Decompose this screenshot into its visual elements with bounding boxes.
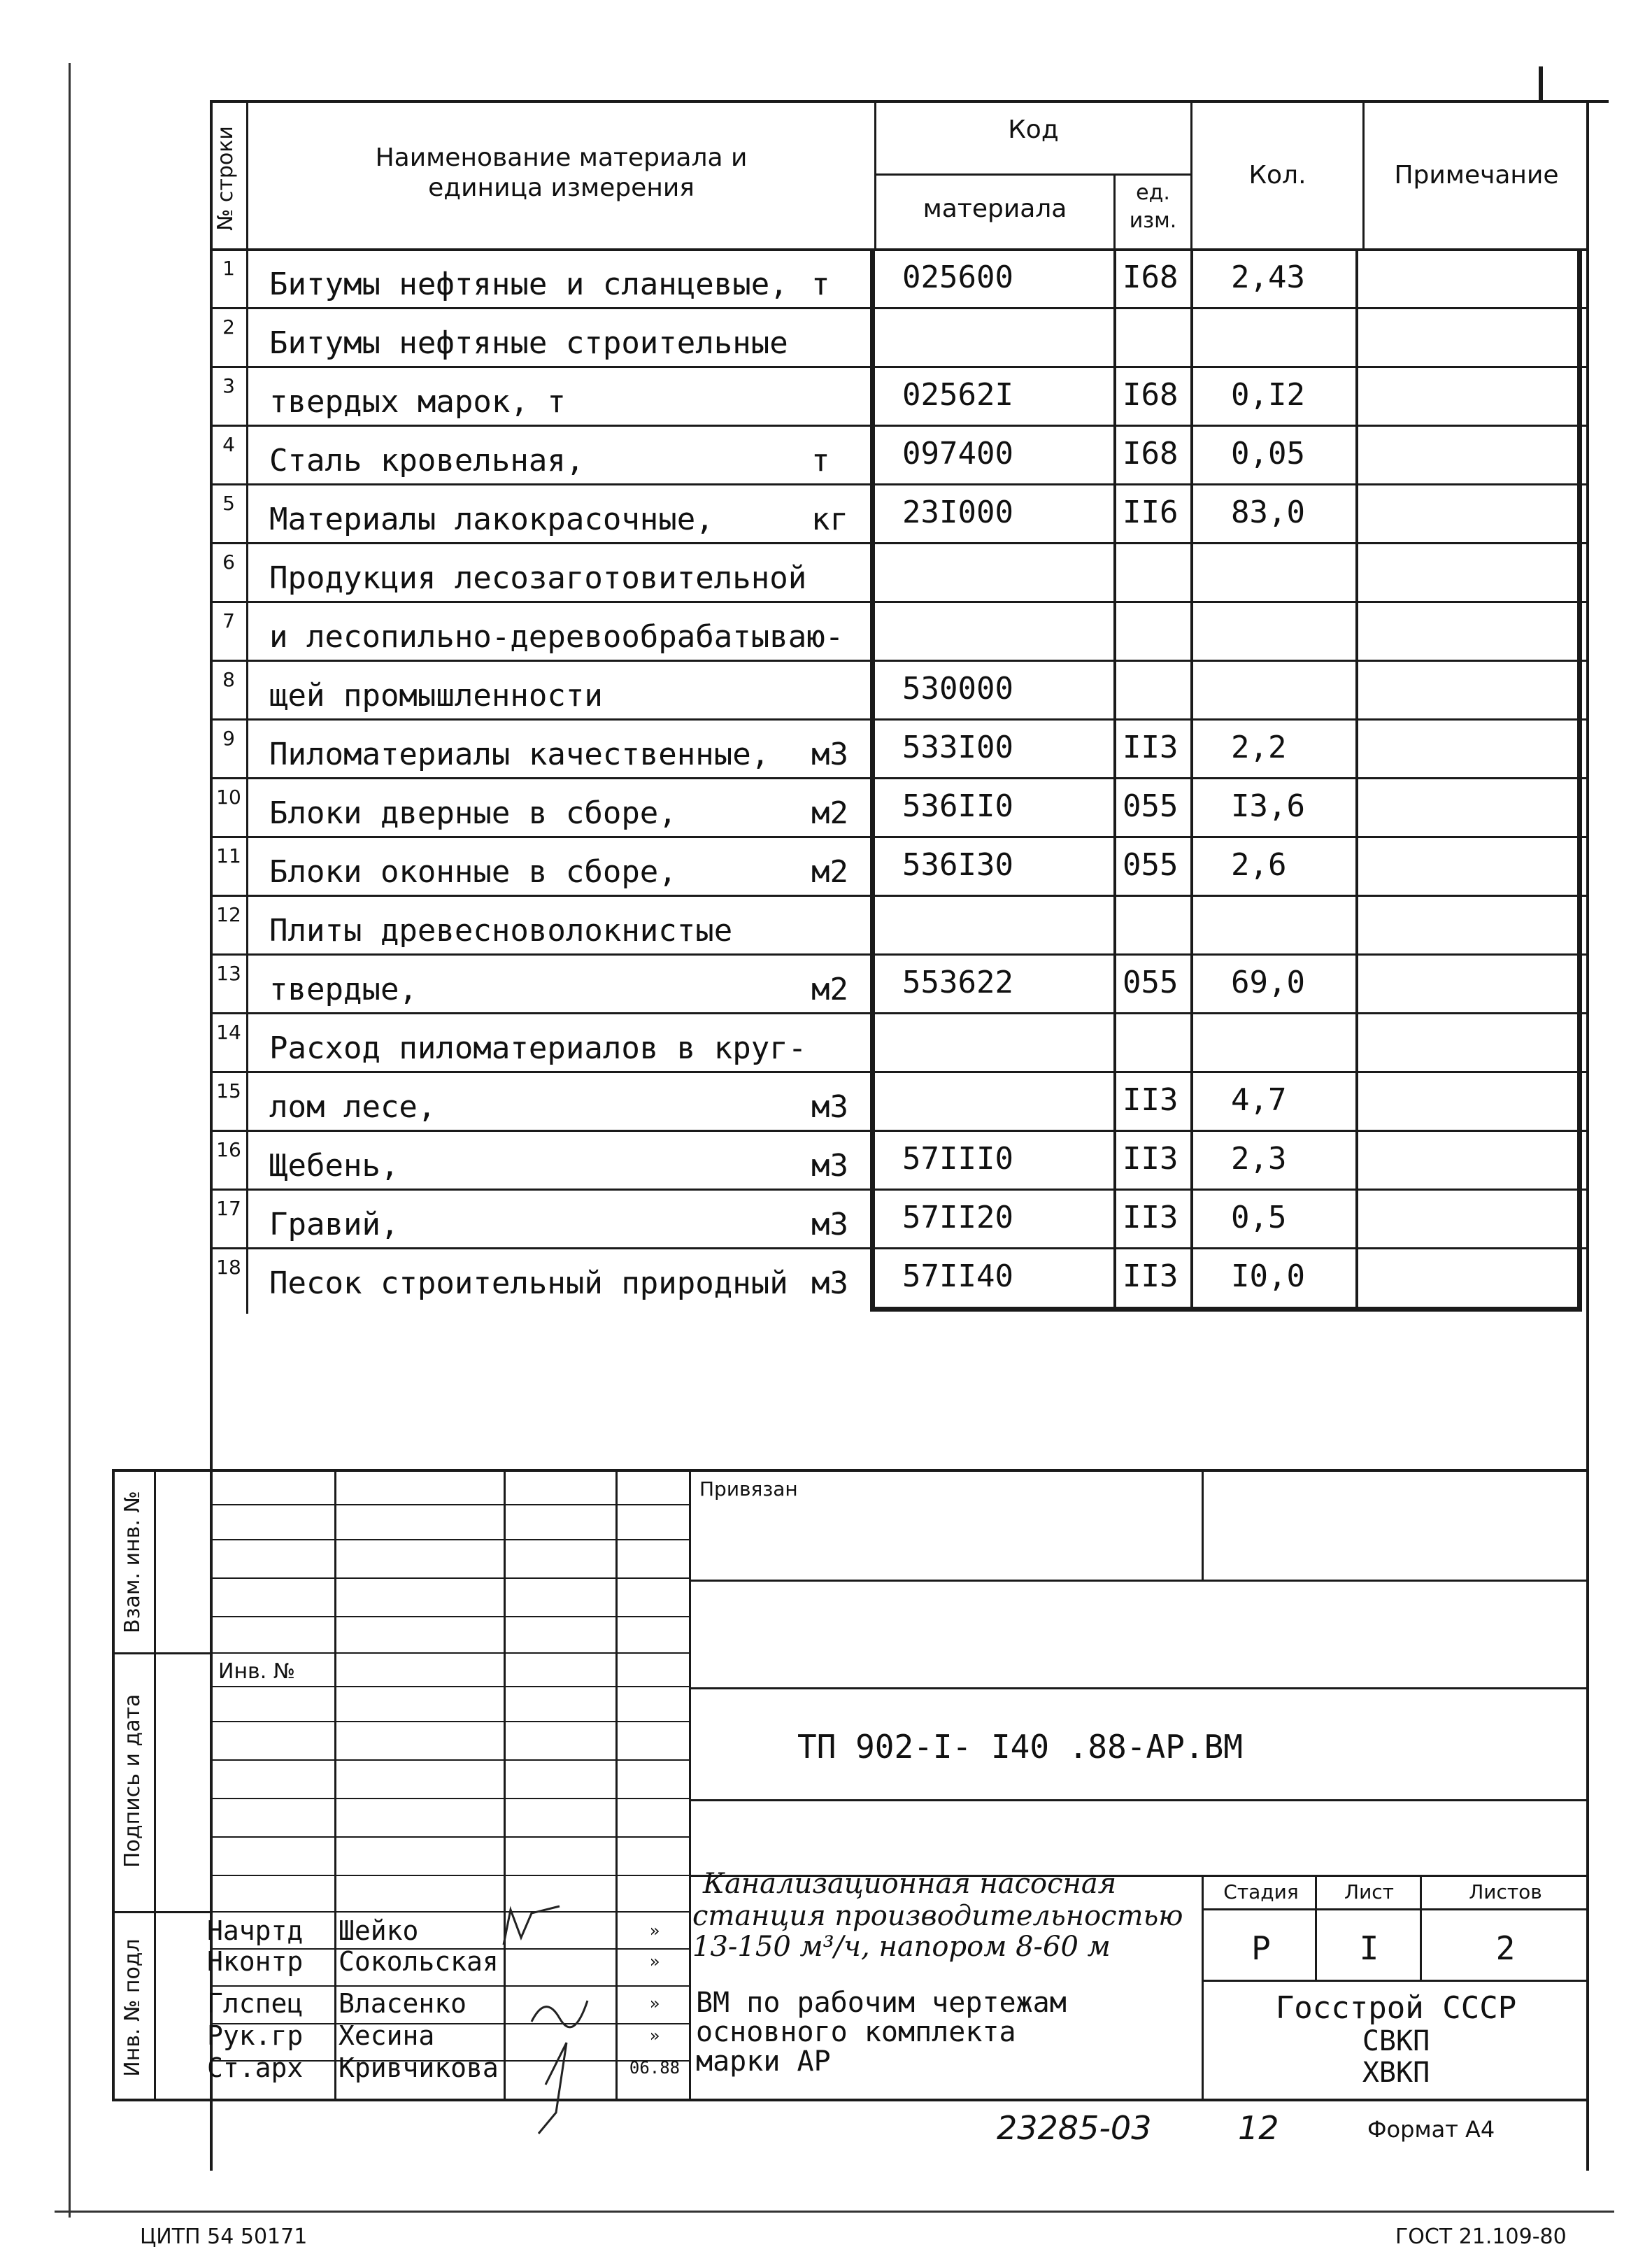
row-divider	[210, 307, 1589, 309]
material-code: 23I000	[902, 495, 1013, 530]
col-note-line	[1355, 248, 1358, 1308]
material-name: щей промышленности	[269, 678, 603, 714]
org-line-3: ХВКП	[1362, 2057, 1430, 2089]
footer-left-code: ЦИТП 54 50171	[140, 2225, 308, 2249]
row-number: 5	[222, 492, 235, 515]
sign-date: 06.88	[629, 2058, 681, 2078]
signer-name: Власенко	[339, 1988, 467, 2019]
row-number: 13	[216, 962, 241, 985]
row-number-header: № строки	[213, 126, 238, 231]
material-unit: кг	[811, 502, 848, 537]
row-number: 1	[222, 257, 235, 280]
unit-code: I68	[1123, 260, 1179, 295]
unit-code: 055	[1123, 847, 1179, 883]
unit-code: II3	[1123, 1200, 1179, 1235]
material-name: Материалы лакокрасочные,	[269, 502, 714, 537]
material-name: Блоки дверные в сборе,	[269, 795, 677, 831]
material-code: 097400	[902, 436, 1013, 471]
privyazan-label: Привязан	[699, 1477, 798, 1501]
sheet-label: Лист	[1344, 1880, 1394, 1903]
material-name: Битумы нефтяные строительные	[269, 325, 788, 361]
quantity: I0,0	[1231, 1258, 1305, 1294]
material-code: 536II0	[902, 788, 1013, 824]
bold-bottom	[870, 1307, 1582, 1312]
material-name: Сталь кровельная,	[269, 443, 585, 478]
row-number: 18	[216, 1256, 241, 1279]
stage-label: Стадия	[1223, 1880, 1299, 1903]
sheet-value: I	[1359, 1929, 1379, 1967]
doc-desc-line-1: ВМ по рабочим чертежам	[696, 1987, 1067, 2019]
row-divider	[210, 483, 1589, 485]
row-divider	[210, 1247, 1589, 1249]
quantity: 2,43	[1231, 260, 1305, 295]
material-code: 533I00	[902, 730, 1013, 765]
row-divider	[210, 542, 1589, 544]
footer-gost: ГОСТ 21.109-80	[1395, 2225, 1567, 2249]
row-divider	[210, 660, 1589, 662]
row-number: 12	[216, 903, 241, 926]
row-number: 17	[216, 1197, 241, 1220]
material-name: Пиломатериалы качественные,	[269, 737, 770, 772]
org-line-2: СВКП	[1362, 2025, 1430, 2057]
material-unit: м3	[811, 1207, 848, 1242]
material-code: 536I30	[902, 847, 1013, 883]
row-divider	[210, 777, 1589, 779]
row-number: 10	[216, 786, 241, 809]
row-number: 16	[216, 1138, 241, 1161]
material-unit: м2	[811, 972, 848, 1007]
signer-name: Сокольская	[339, 1946, 499, 1977]
name-header-line1: Наименование материала и	[375, 143, 748, 172]
material-name: и лесопильно-деревообрабатываю-	[269, 619, 844, 655]
material-unit: м3	[811, 1148, 848, 1184]
row-divider	[210, 366, 1589, 368]
code-unit-header-line2: изм.	[1129, 208, 1177, 233]
org-line-1: Госстрой СССР	[1275, 1990, 1517, 2026]
quantity: 2,6	[1231, 847, 1287, 883]
material-unit: м3	[811, 737, 848, 772]
side-label-inv-original: Инв. № подл	[120, 1938, 145, 2077]
sign-date: »	[649, 2026, 660, 2045]
unit-code: II3	[1123, 730, 1179, 765]
code-material-header: материала	[923, 194, 1067, 223]
row-divider	[210, 1189, 1589, 1191]
quantity: 4,7	[1231, 1082, 1287, 1118]
row-number: 11	[216, 844, 241, 867]
quantity: 2,3	[1231, 1141, 1287, 1177]
unit-code: II6	[1123, 495, 1179, 530]
stage-value: Р	[1251, 1929, 1271, 1967]
material-code: 02562I	[902, 377, 1013, 413]
sheets-value: 2	[1495, 1929, 1516, 1967]
material-unit: м3	[811, 1265, 848, 1301]
row-number: 15	[216, 1079, 241, 1102]
signer-role: Глспец	[207, 1988, 304, 2019]
material-name: Гравий,	[269, 1207, 399, 1242]
frame-left	[210, 100, 213, 2171]
material-code: 025600	[902, 260, 1013, 295]
col-ucode-line	[1113, 248, 1116, 1308]
material-name: Расход пиломатериалов в круг-	[269, 1030, 807, 1066]
signer-name: Хесина	[339, 2020, 435, 2051]
material-name: Продукция лесозаготовительной	[269, 560, 807, 596]
material-code: 57II40	[902, 1258, 1013, 1294]
material-code: 57II20	[902, 1200, 1013, 1235]
material-unit: м2	[811, 795, 848, 831]
material-name: Щебень,	[269, 1148, 399, 1184]
note-header: Примечание	[1394, 161, 1559, 190]
quantity: 2,2	[1231, 730, 1287, 765]
doc-desc-line-2: основного комплекта	[696, 2016, 1016, 2048]
doc-desc-line-3: марки АР	[696, 2045, 831, 2078]
sign-date: »	[649, 1952, 660, 1971]
signature-scribbles	[490, 1903, 629, 2141]
signer-name: Шейко	[339, 1915, 419, 1946]
code-header: Код	[1008, 115, 1059, 144]
row-number: 3	[222, 374, 235, 397]
quantity: 0,05	[1231, 436, 1305, 471]
qty-header: Кол.	[1248, 161, 1306, 190]
material-name: Битумы нефтяные и сланцевые,	[269, 267, 788, 302]
row-divider	[210, 425, 1589, 427]
sign-date: »	[649, 1994, 660, 2013]
signer-role: Нконтр	[207, 1946, 304, 1977]
quantity: 83,0	[1231, 495, 1305, 530]
top-tick-mark	[1539, 66, 1543, 101]
row-number: 9	[222, 727, 235, 750]
side-label-replace-inv: Взам. инв. №	[120, 1491, 145, 1633]
page-bottom-border	[55, 2211, 1614, 2213]
material-name: Блоки оконные в сборе,	[269, 854, 677, 890]
footer-format: Формат А4	[1367, 2116, 1495, 2143]
material-code: 553622	[902, 965, 1013, 1000]
row-divider	[210, 1012, 1589, 1014]
signer-role: Начртд	[207, 1915, 304, 1946]
row-number: 14	[216, 1021, 241, 1044]
quantity: 0,5	[1231, 1200, 1287, 1235]
quantity: 0,I2	[1231, 377, 1305, 413]
signer-name: Кривчикова	[339, 2052, 499, 2083]
bold-vertical-right	[1577, 248, 1582, 1312]
inv-no-label: Инв. №	[218, 1659, 296, 1684]
row-number: 4	[222, 433, 235, 456]
row-number: 2	[222, 315, 235, 339]
page-left-border	[69, 63, 71, 2218]
unit-code: II3	[1123, 1258, 1179, 1294]
material-name: твердые,	[269, 972, 418, 1007]
material-unit: м3	[811, 1089, 848, 1125]
material-code: 530000	[902, 671, 1013, 707]
footer-number: 23285-03	[997, 2109, 1152, 2147]
col-qty-line	[1190, 248, 1193, 1308]
sign-date: »	[649, 1921, 660, 1941]
quantity: 69,0	[1231, 965, 1305, 1000]
unit-code: II3	[1123, 1141, 1179, 1177]
row-divider	[210, 718, 1589, 721]
sheets-label: Листов	[1469, 1880, 1542, 1903]
material-unit: т	[811, 267, 830, 302]
row-divider	[210, 953, 1589, 956]
material-name: твердых марок, т	[269, 384, 566, 420]
material-unit: т	[811, 443, 830, 478]
material-name: Песок строительный природный	[269, 1265, 788, 1301]
material-name: лом лесе,	[269, 1089, 436, 1125]
material-code: 57III0	[902, 1141, 1013, 1177]
footer-page: 12	[1238, 2109, 1279, 2147]
name-header-line2: единица измерения	[428, 173, 695, 202]
row-number: 8	[222, 668, 235, 691]
row-divider	[210, 1071, 1589, 1073]
row-number: 7	[222, 609, 235, 632]
unit-code: 055	[1123, 788, 1179, 824]
material-name: Плиты древесноволокнистые	[269, 913, 733, 949]
signer-role: Рук.гр	[207, 2020, 304, 2051]
row-number: 6	[222, 551, 235, 574]
frame-top	[210, 100, 1609, 103]
unit-code: II3	[1123, 1082, 1179, 1118]
title-line-1: Канализационная насосная	[703, 1868, 1117, 1900]
side-label-signature-date: Подпись и дата	[120, 1694, 145, 1868]
frame-right	[1586, 100, 1589, 2171]
row-divider	[210, 895, 1589, 897]
title-line-2: станция производительностью	[692, 1900, 1183, 1932]
unit-code: 055	[1123, 965, 1179, 1000]
row-divider	[210, 1130, 1589, 1132]
unit-code: I68	[1123, 436, 1179, 471]
quantity: I3,6	[1231, 788, 1305, 824]
doc-code: ТП 902-I- I40 .88-АР.ВМ	[797, 1728, 1243, 1766]
unit-code: I68	[1123, 377, 1179, 413]
row-divider	[210, 601, 1589, 603]
row-divider	[210, 836, 1589, 838]
title-line-3: 13-150 м³/ч, напором 8-60 м	[692, 1931, 1111, 1963]
signer-role: Ст.арх	[207, 2052, 304, 2083]
material-unit: м2	[811, 854, 848, 890]
code-unit-header-line1: ед.	[1136, 180, 1170, 205]
bold-vertical-left	[870, 248, 875, 1312]
